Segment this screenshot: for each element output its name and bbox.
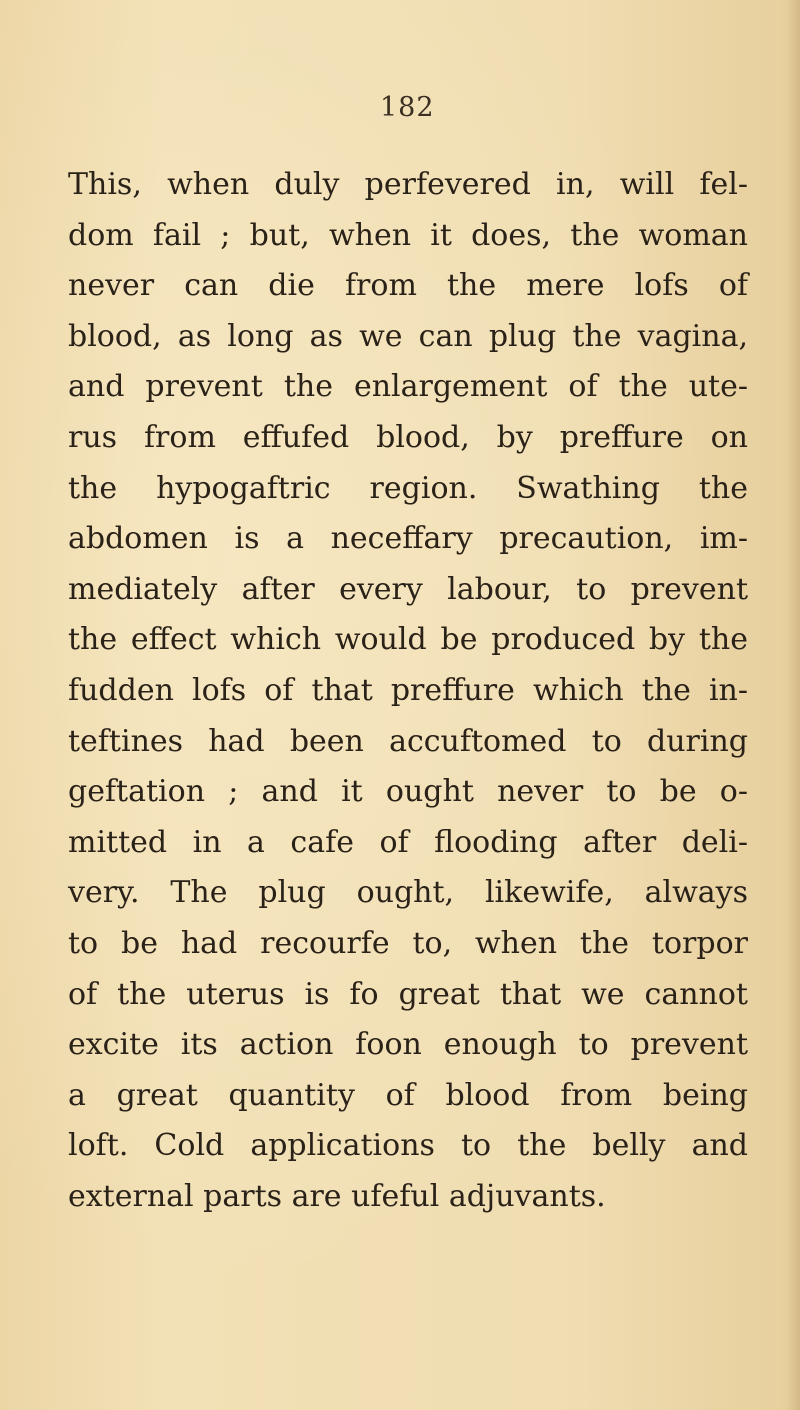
text-line: This, when duly perfevered in, will fel-: [68, 167, 748, 202]
text-line: fudden lofs of that preffure which the in-: [68, 672, 748, 708]
text-line: abdomen is a neceffary precaution, im-: [68, 521, 748, 557]
text-line: mitted in a cafe of flooding after deli-: [68, 824, 748, 860]
text-line: the hypogaftric region. Swathing the: [68, 470, 748, 506]
text-line: never can die from the mere lofs of: [68, 268, 748, 304]
page-edge-shadow: [786, 0, 800, 1410]
text-line: to be had recourfe to, when the torpor: [68, 925, 748, 961]
text-line: rus from effufed blood, by preffure on: [68, 419, 748, 455]
text-line: very. The plug ought, likewife, always: [68, 875, 748, 911]
text-line: dom fail ; but, when it does, the woman: [68, 217, 748, 253]
text-line: loft. Cold applications to the belly and: [68, 1128, 748, 1164]
text-line: blood, as long as we can plug the vagina,: [68, 318, 748, 354]
text-line: mediately after every labour, to prevent: [68, 571, 748, 607]
text-line: of the uterus is fo great that we cannot: [68, 976, 748, 1012]
text-line: the effect which would be produced by the: [68, 622, 748, 658]
text-line: excite its action foon enough to prevent: [68, 1027, 748, 1063]
page-number: 182: [380, 92, 435, 123]
text-line: teftines had been accuftomed to during: [68, 723, 748, 759]
text-line: external parts are ufeful adjuvants.: [68, 1178, 606, 1214]
body-text: [68, 160, 748, 1222]
text-line: geftation ; and it ought never to be o-: [68, 774, 748, 810]
text-line: a great quantity of blood from being: [68, 1077, 748, 1113]
text-line: and prevent the enlargement of the ute-: [68, 369, 748, 405]
